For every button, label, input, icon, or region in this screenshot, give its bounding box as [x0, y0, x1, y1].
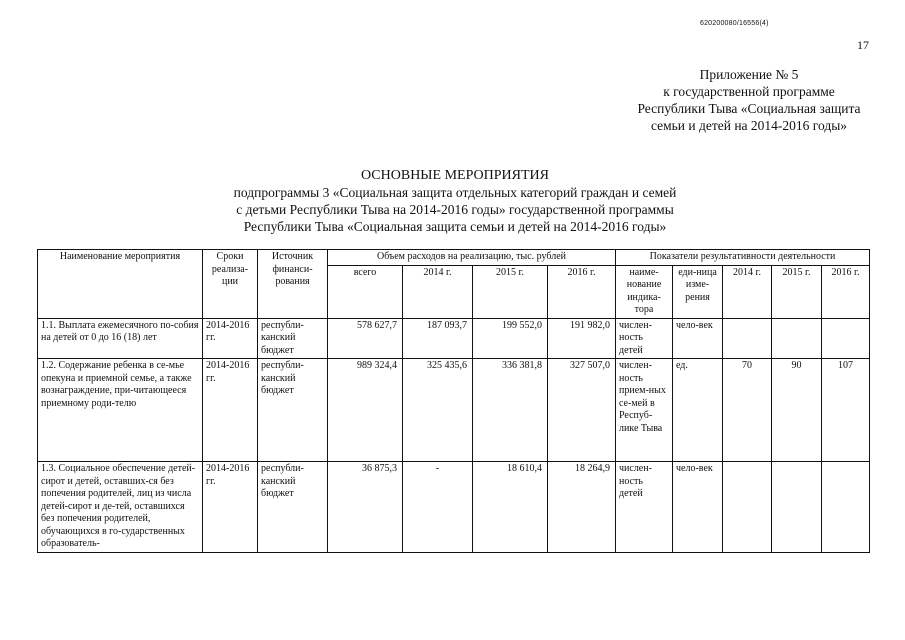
cell-indicator-2014	[723, 318, 772, 359]
cell-indicator-2014: 70	[723, 359, 772, 462]
header-indicator-2016: 2016 г.	[822, 265, 870, 318]
header-indicator-2014: 2014 г.	[723, 265, 772, 318]
cell-name: 1.3. Социальное обеспечение детей-сирот и детей, оставших-ся без попечения родителей, лиц из числа детей-сирот и де-тей, оставшихся без попечения родителей, обучающихся в го-сударственных образователь-	[38, 462, 203, 553]
cell-terms: 2014-2016 гг.	[203, 462, 258, 553]
appendix-line-4: семьи и детей на 2014-2016 годы»	[650, 118, 848, 133]
cell-name: 1.2. Содержание ребенка в се-мье опекуна и приемной семье, а также вознаграждение, при-читающееся приемному роди-телю	[38, 359, 203, 462]
appendix-line-1: Приложение № 5	[699, 67, 799, 82]
cell-indicator: числен-ность прием-ных се-мей в Респуб-лике Тыва	[616, 359, 673, 462]
title-main: ОСНОВНЫЕ МЕРОПРИЯТИЯ	[361, 168, 549, 183]
header-indicator-name: наиме-нование индика-тора	[616, 265, 673, 318]
title-line-2: с детьми Республики Тыва на 2014-2016 годы» государственной программы	[236, 202, 674, 217]
header-name: Наименование мероприятия	[38, 250, 203, 319]
cell-2016: 191 982,0	[548, 318, 616, 359]
header-source: Источник финанси-рования	[258, 250, 328, 319]
page-number: 17	[857, 38, 869, 52]
measures-table	[37, 249, 870, 553]
appendix-header	[600, 66, 898, 134]
title-line-3: Республики Тыва «Социальная защита семьи и детей на 2014-2016 годы»	[243, 219, 667, 234]
cell-indicator-2015	[772, 318, 822, 359]
header-indicators-group: Показатели результативности деятельности	[616, 250, 870, 266]
cell-total: 989 324,4	[328, 359, 403, 462]
cell-2014: -	[403, 462, 473, 553]
table-row	[38, 318, 870, 359]
cell-indicator: числен-ность детей	[616, 462, 673, 553]
header-2014: 2014 г.	[403, 265, 473, 318]
cell-indicator-2015	[772, 462, 822, 553]
cell-unit: ед.	[673, 359, 723, 462]
cell-indicator-2015: 90	[772, 359, 822, 462]
cell-source: республи-канский бюджет	[258, 318, 328, 359]
cell-total: 36 875,3	[328, 462, 403, 553]
header-volume-group: Объем расходов на реализацию, тыс. рублей	[328, 250, 616, 266]
cell-indicator-2016	[822, 462, 870, 553]
cell-2015: 199 552,0	[473, 318, 548, 359]
cell-2015: 336 381,8	[473, 359, 548, 462]
table-row	[38, 359, 870, 462]
cell-indicator: числен-ность детей	[616, 318, 673, 359]
cell-source: республи-канский бюджет	[258, 359, 328, 462]
appendix-line-3: Республики Тыва «Социальная защита	[637, 101, 861, 116]
header-unit: еди-ница изме-рения	[673, 265, 723, 318]
cell-2015: 18 610,4	[473, 462, 548, 553]
cell-indicator-2016: 107	[822, 359, 870, 462]
table-header-row	[38, 250, 870, 266]
header-terms: Сроки реализа-ции	[203, 250, 258, 319]
header-total: всего	[328, 265, 403, 318]
cell-unit: чело-век	[673, 318, 723, 359]
cell-name: 1.1. Выплата ежемесячного по-собия на детей от 0 до 16 (18) лет	[38, 318, 203, 359]
cell-unit: чело-век	[673, 462, 723, 553]
cell-2014: 187 093,7	[403, 318, 473, 359]
appendix-line-2: к государственной программе	[663, 84, 835, 99]
header-indicator-2015: 2015 г.	[772, 265, 822, 318]
document-code: 620200080/16556(4)	[700, 20, 769, 27]
cell-2016: 18 264,9	[548, 462, 616, 553]
document-title	[150, 167, 760, 235]
header-2016: 2016 г.	[548, 265, 616, 318]
cell-terms: 2014-2016 гг.	[203, 318, 258, 359]
cell-indicator-2014	[723, 462, 772, 553]
header-2015: 2015 г.	[473, 265, 548, 318]
cell-indicator-2016	[822, 318, 870, 359]
cell-terms: 2014-2016 гг.	[203, 359, 258, 462]
table-row	[38, 462, 870, 553]
cell-total: 578 627,7	[328, 318, 403, 359]
cell-2016: 327 507,0	[548, 359, 616, 462]
title-line-1: подпрограммы 3 «Социальная защита отдельных категорий граждан и семей	[233, 185, 677, 200]
cell-source: республи-канский бюджет	[258, 462, 328, 553]
cell-2014: 325 435,6	[403, 359, 473, 462]
